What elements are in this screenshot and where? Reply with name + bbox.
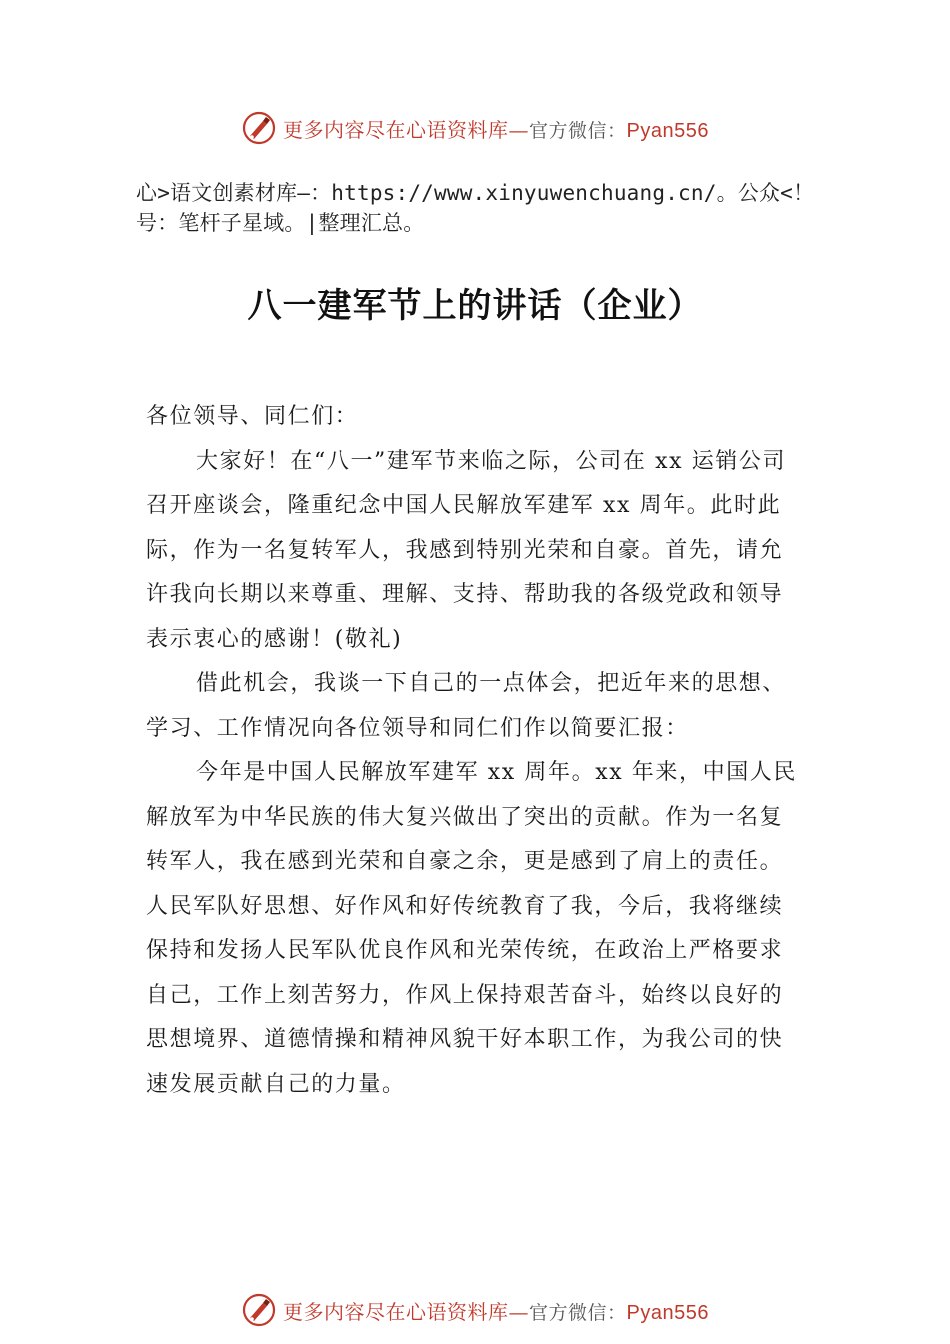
wechat-label: 官方微信： [529, 119, 627, 142]
paragraph: 大家好！在“八一”建军节来临之际，公司在 xx 运销公司召开座谈会，隆重纪念中国人民解放军建军 xx 周年。此时此际，作为一名复转军人，我感到特别光荣和自豪。首先，请允许我向长期以来尊重、理解、支持、帮助我的各级党政和领导表示衷心的感谢！(敬礼) [146, 448, 787, 652]
banner-text: 更多内容尽在心语资料库— [283, 117, 529, 142]
pen-logo-icon [241, 110, 277, 146]
pen-logo-icon [241, 1292, 277, 1328]
document-title: 八一建军节上的讲话（企业） [247, 286, 703, 326]
banner-text: 更多内容尽在心语资料库— [283, 1299, 529, 1324]
greeting: 各位领导、同仁们： [146, 404, 359, 429]
header-banner [0, 108, 950, 148]
source-note: 心>语文创素材库—：https://www.xinyuwenchuang.cn/。公众<！号：笔杆子星域。|整理汇总。 [136, 181, 815, 235]
document-body [146, 395, 806, 1107]
wechat-label: 官方微信： [529, 1301, 627, 1324]
paragraph: 今年是中国人民解放军建军 xx 周年。xx 年来，中国人民解放军为中华民族的伟大复兴做出了突出的贡献。作为一名复转军人，我在感到光荣和自豪之余，更是感到了肩上的责任。人民军队好思想、好作风和好传统教育了我，今后，我将继续保持和发扬人民军队优良作风和光荣传统，在政治上严格要求自己，工作上刻苦努力，作风上保持艰苦奋斗，始终以良好的思想境界、道德情操和精神风貌干好本职工作，为我公司的快速发展贡献自己的力量。 [146, 760, 798, 1097]
paragraph: 借此机会，我谈一下自己的一点体会，把近年来的思想、学习、工作情况向各位领导和同仁们作以简要汇报： [146, 671, 787, 741]
wechat-id: Pyan556 [626, 1301, 709, 1324]
footer-banner [0, 1290, 950, 1330]
wechat-id: Pyan556 [626, 119, 709, 142]
